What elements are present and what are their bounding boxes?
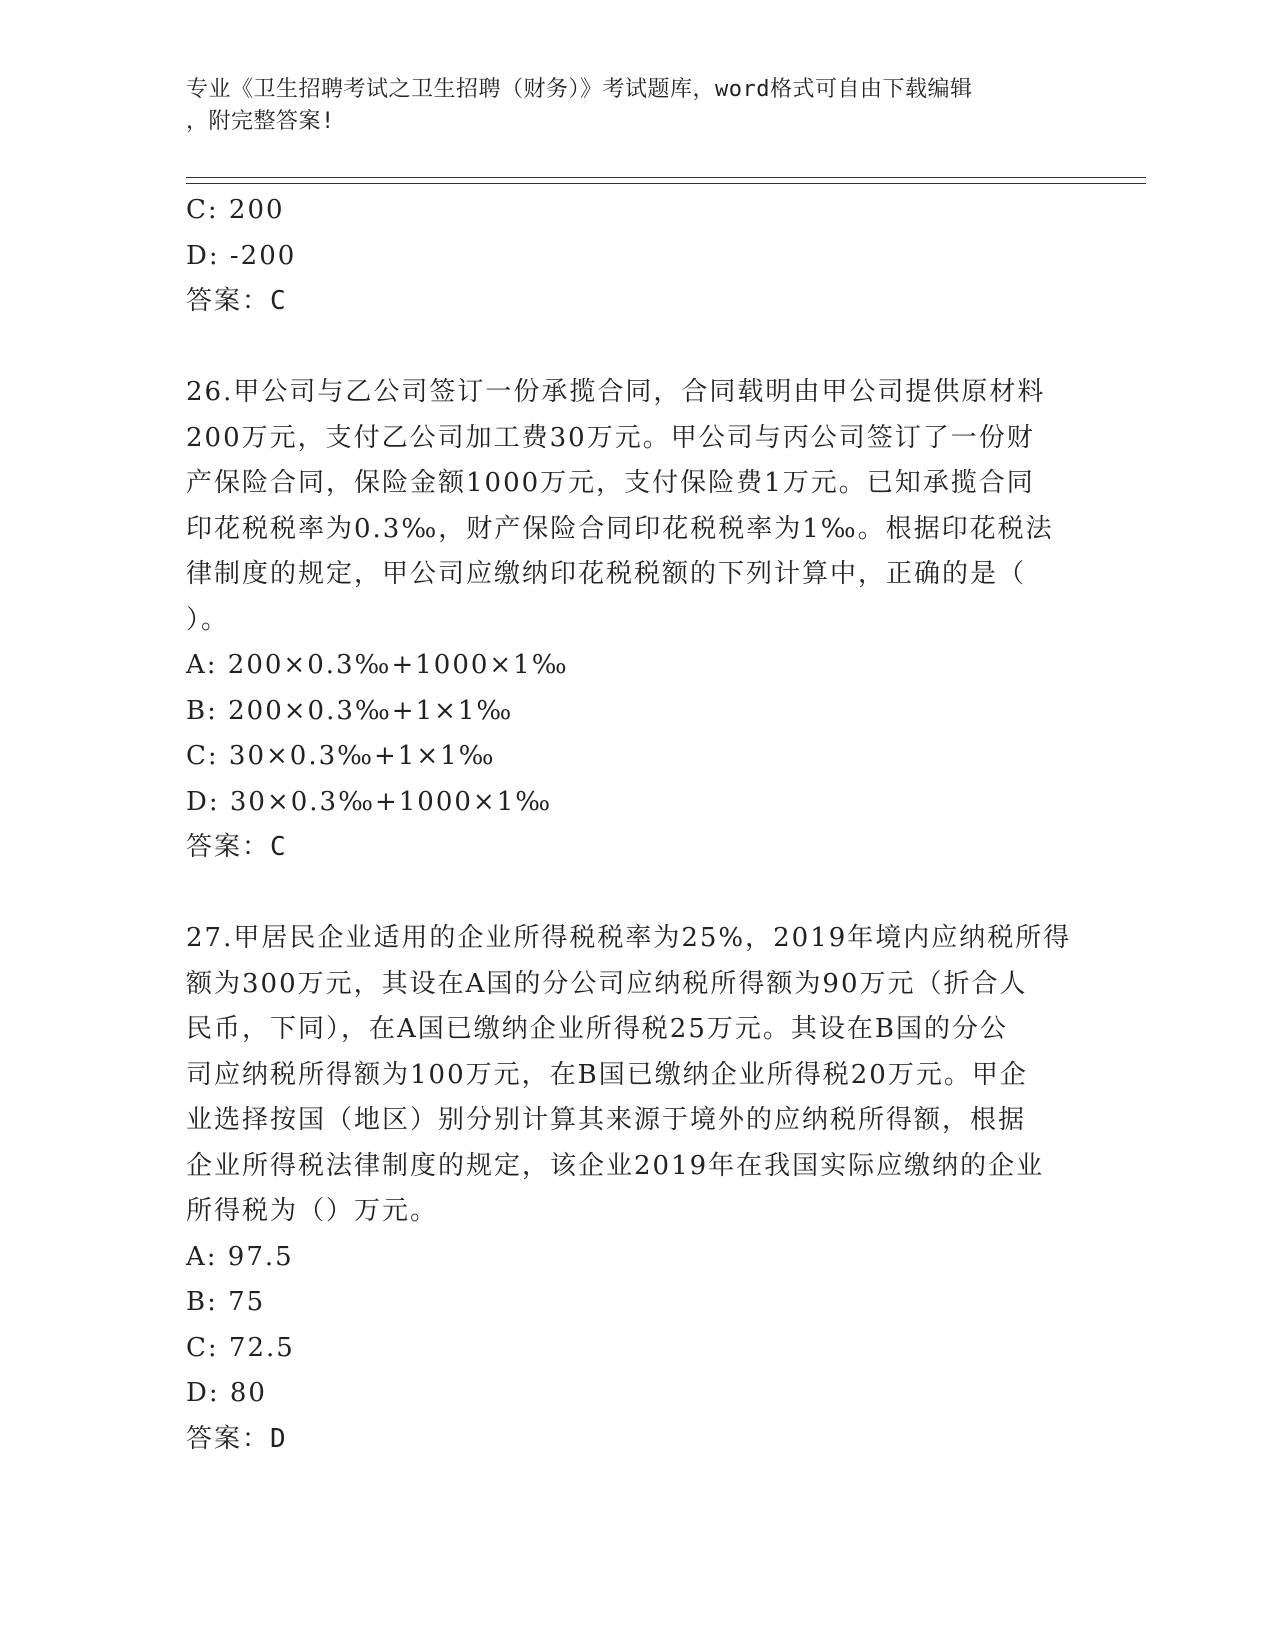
spacer <box>186 325 1066 371</box>
question-26-option-d: D: 30×0.3‰+1000×1‰ <box>186 786 553 817</box>
question-27-answer: 答案：D <box>186 1423 288 1454</box>
header-line-2: ，附完整答案! <box>186 109 335 134</box>
question-27-option-a: A: 97.5 <box>186 1241 294 1272</box>
question-27-option-d: D: 80 <box>186 1378 267 1408</box>
question-27-option-b: B: 75 <box>186 1287 266 1317</box>
question-26-option-c: C: 30×0.3‰+1×1‰ <box>186 741 496 771</box>
question-26 <box>186 370 1066 871</box>
spacer <box>186 871 1066 917</box>
question-26-line-6: ）。 <box>186 604 230 635</box>
question-26-line-4: 印花税税率为0.3‰，财产保险合同印花税税率为1‰。根据印花税法 <box>186 513 1054 544</box>
question-27-line-6: 企业所得税法律制度的规定，该企业2019年在我国实际应缴纳的企业 <box>186 1150 1045 1181</box>
question-27-line-5: 业选择按国（地区）别分别计算其来源于境外的应纳税所得额，根据 <box>186 1105 1027 1135</box>
question-26-answer: 答案：C <box>186 832 288 862</box>
prev-option-c: C: 200 <box>186 195 285 225</box>
question-26-option-b: B: 200×0.3‰+1×1‰ <box>186 695 514 726</box>
question-27-line-4: 司应纳税所得额为100万元，在B国已缴纳企业所得税20万元。甲企 <box>186 1059 1028 1090</box>
question-27-option-c: C: 72.5 <box>186 1332 295 1363</box>
header-divider <box>186 177 1146 184</box>
question-27-line-3: 民币，下同），在A国已缴纳企业所得税25万元。其设在B国的分公 <box>186 1014 1008 1044</box>
question-26-line-5: 律制度的规定，甲公司应缴纳印花税税额的下列计算中，正确的是（ <box>186 559 1027 589</box>
question-26-line-1: 26.甲公司与乙公司签订一份承揽合同，合同载明由甲公司提供原材料 <box>186 377 1046 407</box>
question-26-line-3: 产保险合同，保险金额1000万元，支付保险费1万元。已知承揽合同 <box>186 468 1035 498</box>
question-26-option-a: A: 200×0.3‰+1000×1‰ <box>186 650 569 680</box>
document-header <box>186 74 1066 138</box>
question-27 <box>186 916 1072 1462</box>
header-line-1: 专业《卫生招聘考试之卫生招聘（财务）》考试题库，word格式可自由下载编辑 <box>186 77 973 102</box>
prev-option-d: D: -200 <box>186 240 297 271</box>
question-27-line-2: 额为300万元，其设在A国的分公司应纳税所得额为90万元（折合人 <box>186 968 1028 999</box>
question-content <box>186 188 1072 1462</box>
question-26-line-2: 200万元，支付乙公司加工费30万元。甲公司与丙公司签订了一份财 <box>186 422 1035 453</box>
prev-answer: 答案：C <box>186 286 288 316</box>
question-27-line-1: 27.甲居民企业适用的企业所得税税率为25%，2019年境内应纳税所得 <box>186 923 1072 953</box>
question-27-line-7: 所得税为（）万元。 <box>186 1196 439 1226</box>
